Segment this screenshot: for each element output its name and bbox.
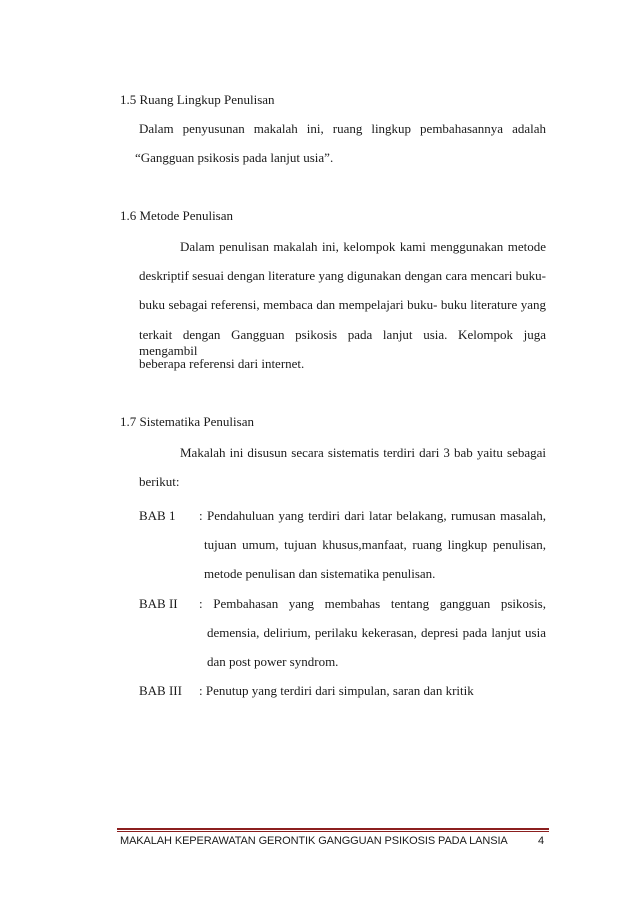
paragraph-line: Dalam penulisan makalah ini, kelompok kami menggunakan metode — [180, 239, 546, 254]
paragraph-line: “Gangguan psikosis pada lanjut usia”. — [135, 150, 334, 165]
bab-description-line: demensia, delirium, perilaku kekerasan, depresi pada lanjut usia — [207, 625, 546, 640]
bab-description-line: : Pembahasan yang membahas tentang gangguan psikosis, — [199, 596, 546, 611]
paragraph-line: buku sebagai referensi, membaca dan mempelajari buku- buku literature yang — [139, 297, 546, 312]
footer-rule-thin — [117, 831, 549, 832]
bab-description-line: : Penutup yang terdiri dari simpulan, saran dan kritik — [199, 683, 474, 698]
paragraph-line: terkait dengan Gangguan psikosis pada lanjut usia. Kelompok juga mengambil — [139, 327, 546, 358]
heading-1-6: 1.6 Metode Penulisan — [120, 208, 234, 223]
bab-description-line: metode penulisan dan sistematika penulisan. — [204, 566, 436, 581]
heading-1-5: 1.5 Ruang Lingkup Penulisan — [120, 92, 275, 107]
bab-description-line: : Pendahuluan yang terdiri dari latar belakang, rumusan masalah, — [199, 508, 546, 523]
page-number: 4 — [538, 835, 545, 847]
footer-title: MAKALAH KEPERAWATAN GERONTIK GANGGUAN PSIKOSIS PADA LANSIA — [120, 835, 508, 847]
footer-rule-thick — [117, 828, 549, 830]
bab-label: BAB II — [139, 596, 178, 611]
paragraph-line: beberapa referensi dari internet. — [139, 356, 305, 371]
bab-label: BAB 1 — [139, 508, 176, 523]
paragraph-line: Makalah ini disusun secara sistematis terdiri dari 3 bab yaitu sebagai — [180, 445, 546, 460]
bab-label: BAB III — [139, 683, 182, 698]
bab-description-line: dan post power syndrom. — [207, 654, 339, 669]
paragraph-line: deskriptif sesuai dengan literature yang digunakan dengan cara mencari buku- — [139, 268, 546, 283]
bab-description-line: tujuan umum, tujuan khusus,manfaat, ruang lingkup penulisan, — [204, 537, 546, 552]
footer-rule — [117, 828, 549, 832]
paragraph-line: Dalam penyusunan makalah ini, ruang lingkup pembahasannya adalah — [139, 121, 546, 136]
paragraph-line: berikut: — [139, 474, 180, 489]
heading-1-7: 1.7 Sistematika Penulisan — [120, 414, 254, 429]
